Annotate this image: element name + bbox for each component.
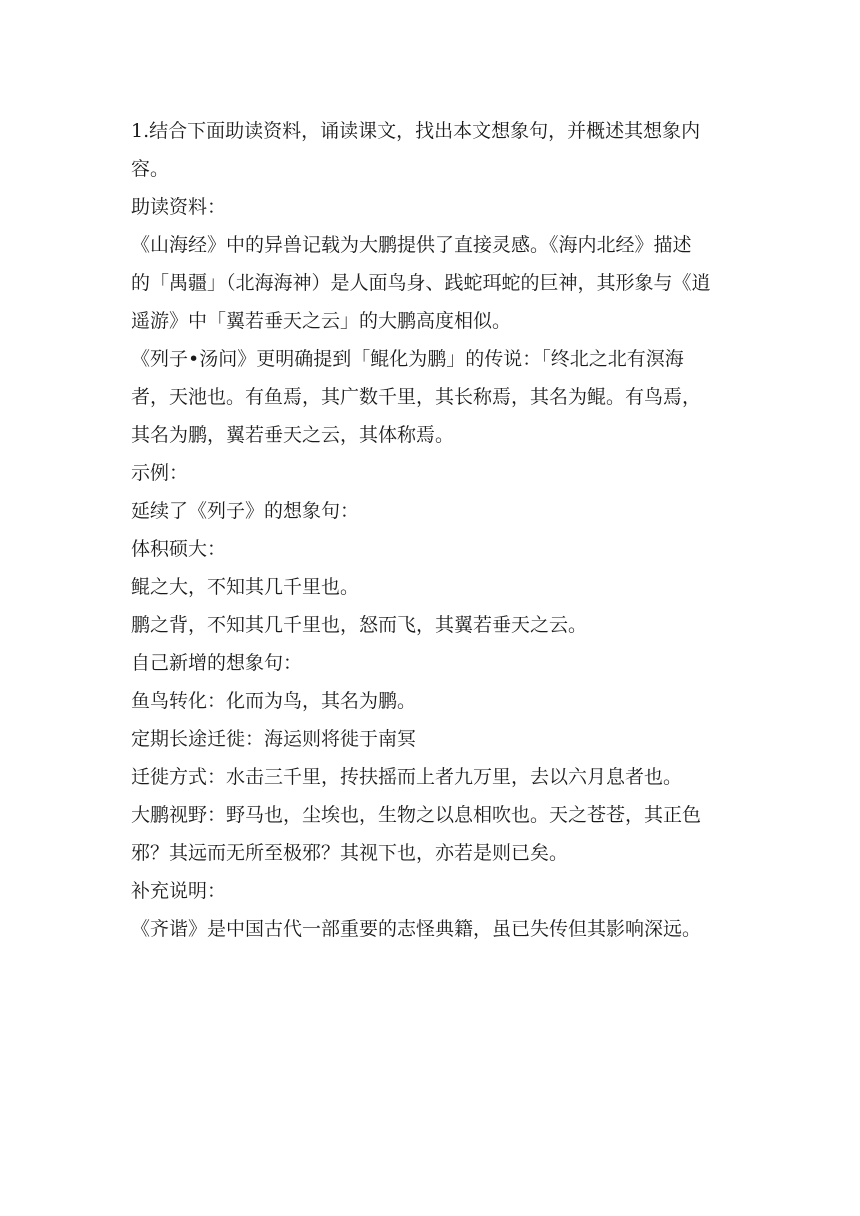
section-heading-example: 示例： <box>131 462 189 484</box>
example-sentence: 邪？其远而无所至极邪？其视下也，亦若是则已矣。 <box>131 842 569 864</box>
example-sentence: 鹏之背，不知其几千里也，怒而飞，其翼若垂天之云。 <box>131 614 588 636</box>
subheading-size: 体积硕大： <box>131 538 227 560</box>
question-line-1: 1.结合下面助读资料，诵读课文，找出本文想象句，并概述其想象内 <box>131 120 701 142</box>
question-line-2: 容。 <box>131 158 170 180</box>
example-sentence: 迁徙方式：水击三千里，抟扶摇而上者九万里，去以六月息者也。 <box>131 766 683 788</box>
example-sentence: 鱼鸟转化：化而为鸟，其名为鹏。 <box>131 690 417 712</box>
subheading-continued: 延续了《列子》的想象句： <box>131 500 360 522</box>
subheading-new: 自己新增的想象句： <box>131 652 303 674</box>
paragraph-line: 其名为鹏，翼若垂天之云，其体称焉。 <box>131 424 455 446</box>
paragraph-line: 《山海经》中的异兽记载为大鹏提供了直接灵感。《海内北经》描述 <box>131 234 692 256</box>
paragraph-line: 遥游》中「翼若垂天之云」的大鹏高度相似。 <box>131 310 512 332</box>
document-body <box>131 112 741 948</box>
example-sentence: 鲲之大，不知其几千里也。 <box>131 576 360 598</box>
paragraph-line: 者，天池也。有鱼焉，其广数千里，其长称焉，其名为鲲。有鸟焉， <box>131 386 702 408</box>
paragraph-line: 《齐谐》是中国古代一部重要的志怪典籍，虽已失传但其影响深远。 <box>131 918 702 940</box>
paragraph-line: 的「禺疆」（北海海神）是人面鸟身、践蛇珥蛇的巨神，其形象与《逍 <box>131 272 711 294</box>
section-heading-supplement: 补充说明： <box>131 880 227 902</box>
paragraph-line: 《列子•汤问》更明确提到「鲲化为鹏」的传说：「终北之北有溟海 <box>131 348 684 370</box>
example-sentence: 定期长途迁徙：海运则将徙于南冥 <box>131 728 417 750</box>
section-heading-reading-material: 助读资料： <box>131 196 227 218</box>
example-sentence: 大鹏视野：野马也，尘埃也，生物之以息相吹也。天之苍苍，其正色 <box>131 804 702 826</box>
